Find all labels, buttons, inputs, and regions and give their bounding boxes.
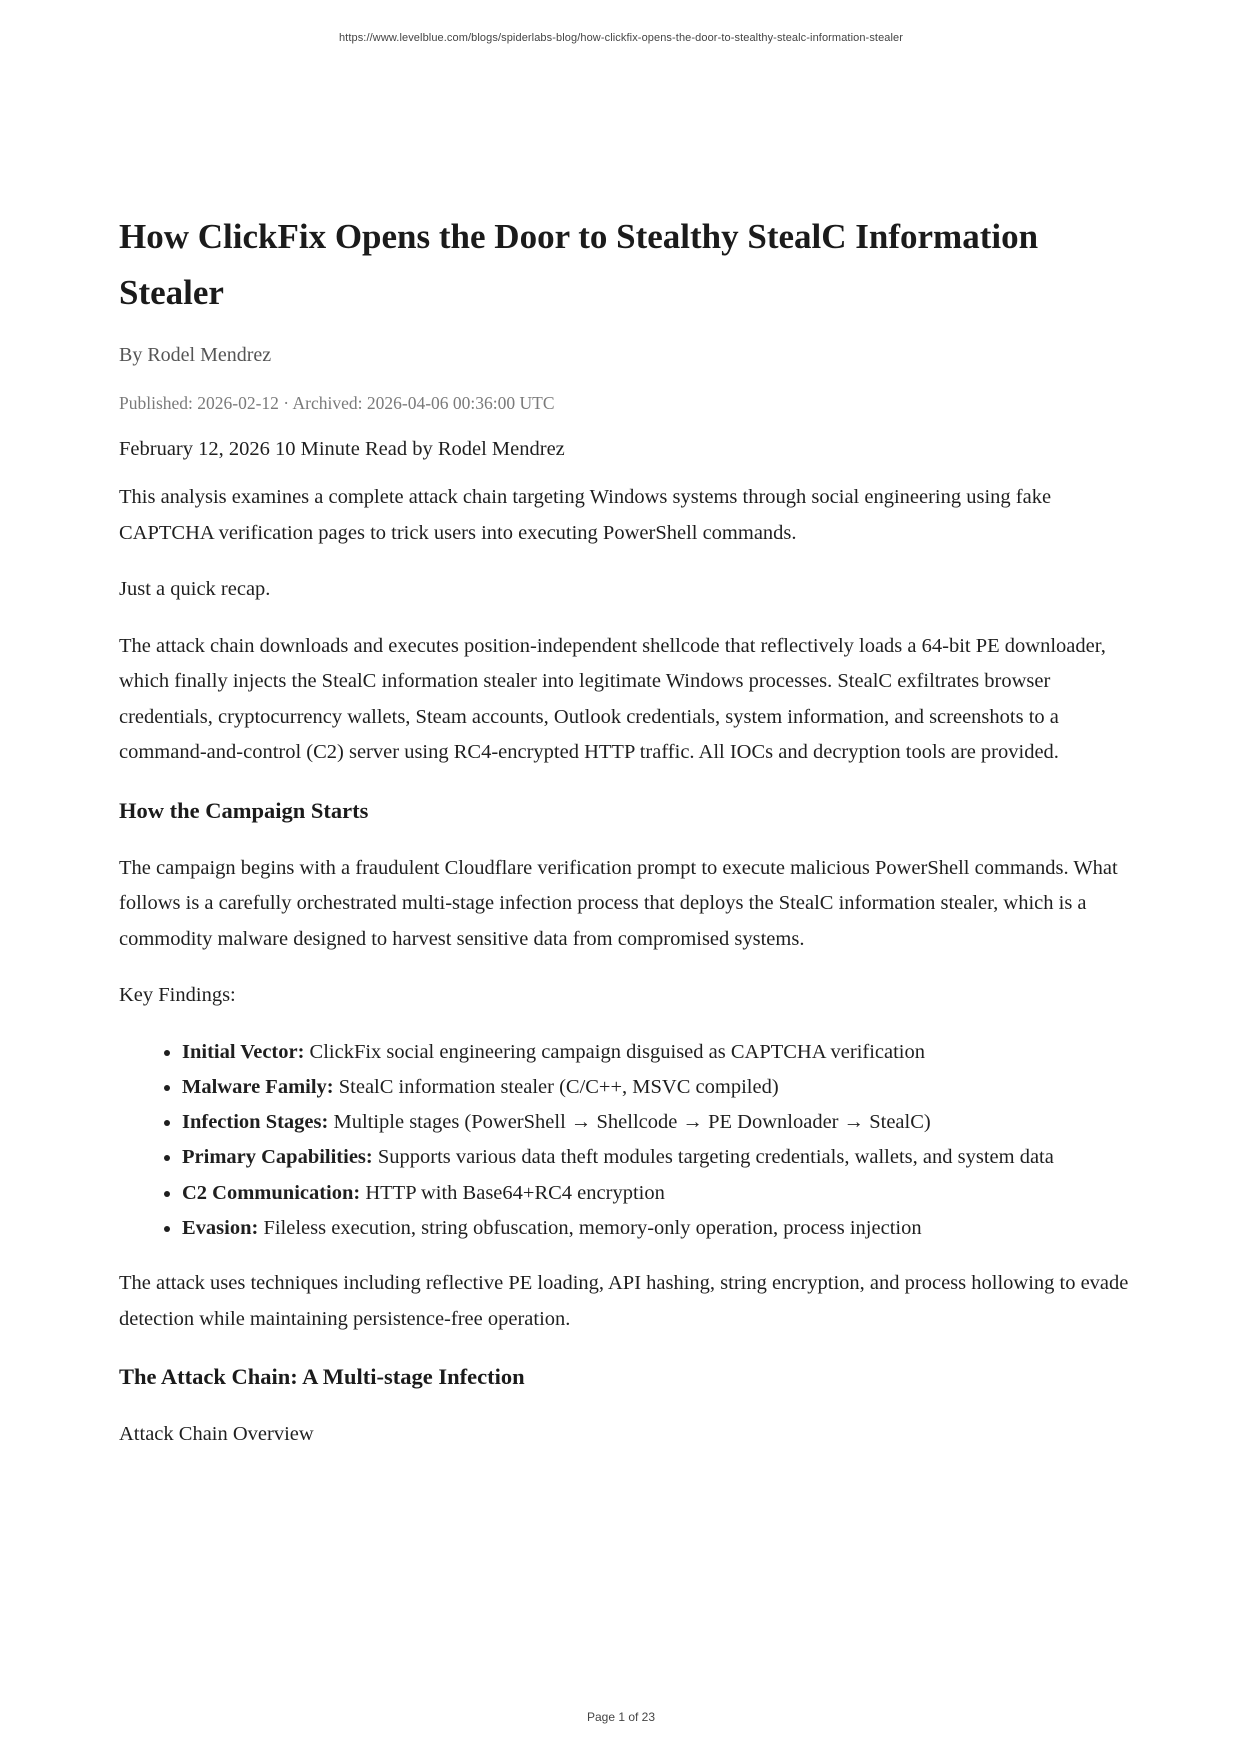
techniques-paragraph: The attack uses techniques including reflective PE loading, API hashing, string encryption, and process hollowing to evade detection while maintaining persistence-free operation. — [119, 1272, 1129, 1330]
attack-chain-overview-label: Attack Chain Overview — [119, 1423, 314, 1446]
intro-paragraph: This analysis examines a complete attack chain targeting Windows systems through social engineering using fake CAPTCHA verification pages to trick users into executing PowerShell commands. — [119, 486, 1052, 544]
key-findings-list — [119, 1035, 1129, 1247]
finding-label: Infection Stages: — [182, 1111, 329, 1134]
list-item — [182, 1211, 1129, 1246]
campaign-paragraph: The campaign begins with a fraudulent Cloudflare verification prompt to execute malicious PowerShell commands. What follows is a carefully orchestrated multi-stage infection process that deploys the StealC information stealer, which is a commodity malware designed to harvest sensitive data from compromised systems. — [119, 856, 1118, 950]
finding-label: Primary Capabilities: — [182, 1146, 373, 1169]
finding-text: HTTP with Base64+RC4 encryption — [360, 1181, 665, 1204]
article — [119, 209, 1129, 1474]
finding-text: Supports various data theft modules targeting credentials, wallets, and system data — [372, 1146, 1054, 1169]
key-findings-label: Key Findings: — [119, 984, 236, 1006]
finding-label: Evasion: — [182, 1216, 259, 1239]
page-url: https://www.levelblue.com/blogs/spiderlabs-blog/how-clickfix-opens-the-door-to-stealthy-stealc-information-stealer — [338, 32, 904, 44]
publish-metadata: Published: 2026-02-12 · Archived: 2026-04-06 00:36:00 UTC — [119, 393, 555, 413]
list-item — [182, 1140, 1129, 1175]
author-byline: By Rodel Mendrez — [119, 344, 272, 366]
finding-text: StealC information stealer (C/C++, MSVC compiled) — [333, 1075, 779, 1098]
finding-label: C2 Communication: — [182, 1181, 361, 1204]
page-number: Page 1 of 23 — [586, 1710, 656, 1724]
list-item — [182, 1105, 1129, 1140]
list-item — [182, 1070, 1129, 1105]
finding-label: Malware Family: — [182, 1075, 334, 1098]
article-title: How ClickFix Opens the Door to Stealthy StealC Information Stealer — [119, 217, 1039, 312]
finding-label: Initial Vector: — [182, 1040, 305, 1063]
finding-text: Multiple stages (PowerShell → Shellcode → PE Downloader → StealC) — [328, 1111, 931, 1134]
finding-text: Fileless execution, string obfuscation, memory-only operation, process injection — [258, 1216, 922, 1239]
summary-paragraph: The attack chain downloads and executes position-independent shellcode that reflectively loads a 64-bit PE downloader, which finally injects the StealC information stealer into legitimate Windows processes. StealC exfiltrates browser credentials, cryptocurrency wallets, Steam accounts, Outlook credentials, system information, and screenshots to a command-and-control (C2) server using RC4-encrypted HTTP traffic. All IOCs and decryption tools are provided. — [119, 634, 1106, 763]
recap-paragraph: Just a quick recap. — [119, 578, 271, 600]
article-dateline: February 12, 2026 10 Minute Read by Rodel Mendrez — [119, 438, 565, 460]
finding-text: ClickFix social engineering campaign disguised as CAPTCHA verification — [304, 1040, 926, 1063]
section-heading-attack-chain: The Attack Chain: A Multi-stage Infection — [119, 1364, 525, 1390]
list-item — [182, 1176, 1129, 1211]
list-item — [182, 1035, 1129, 1070]
section-heading-campaign-starts: How the Campaign Starts — [119, 797, 369, 823]
